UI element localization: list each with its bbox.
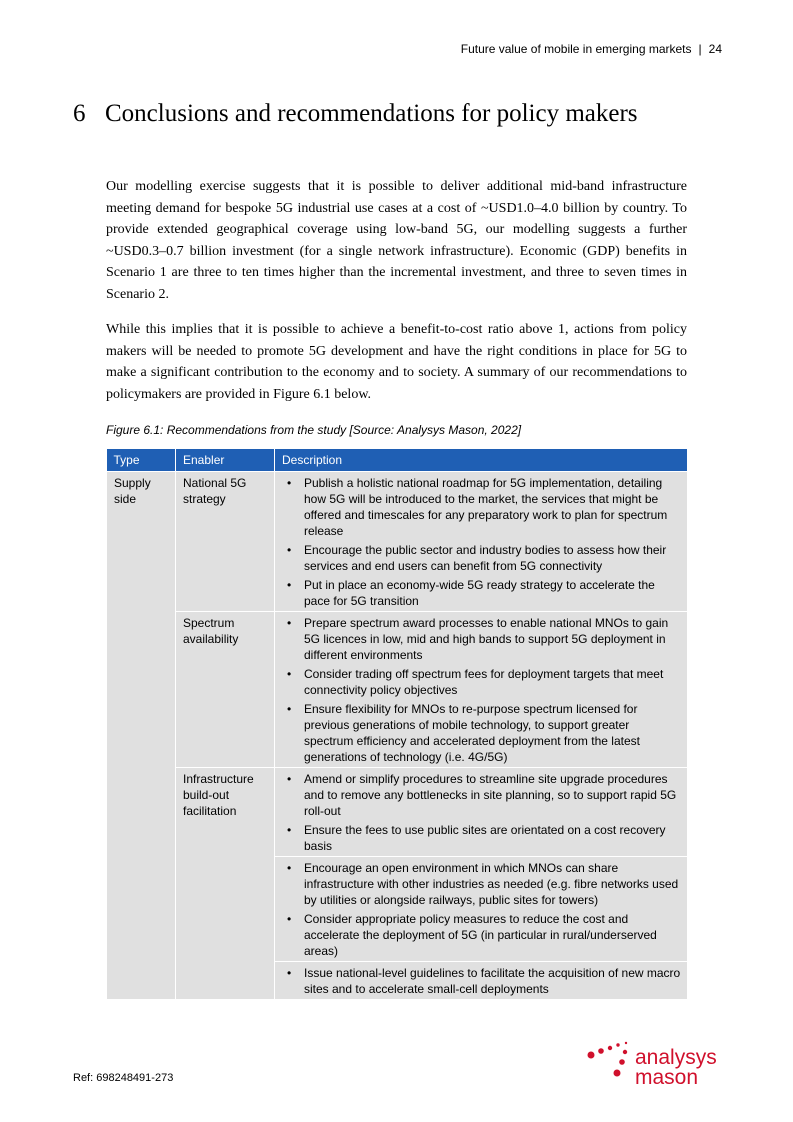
bullet-icon: • <box>287 667 292 681</box>
body-paragraph: While this implies that it is possible to achieve a benefit-to-cost ratio above 1, actions from policy makers will be needed to promote 5G development and have the right conditions in place for 5G to make a significant contribution to the economy and to society. A summary of our recommendations to policymakers are provided in Figure 6.1 below. <box>106 322 687 402</box>
analysys-mason-logo <box>585 1038 735 1088</box>
bullet-text: Consider appropriate policy measures to reduce the cost and accelerate the deployment of 5G (in particular in rural/underserved areas) <box>304 912 657 958</box>
bullet-icon: • <box>287 578 292 592</box>
body-paragraph: Our modelling exercise suggests that it is possible to deliver additional mid-band infrastructure meeting demand for bespoke 5G industrial use cases at a cost of ~USD1.0–4.0 billion by country. To provide extended geographical coverage using low-band 5G, our modelling suggests a further ~USD0.3–0.7 billion investment (for a single network infrastructure). Economic (GDP) benefits in Scenario 1 are three to ten times higher than the incremental investment, and three to seven times in Scenario 2. <box>106 179 687 302</box>
table-row <box>107 768 688 857</box>
column-header-enabler: Enabler <box>176 449 275 472</box>
bullet-text: Ensure flexibility for MNOs to re-purpose spectrum licensed for previous generations of mobile technology, to support greater spectrum efficiency and accelerated deployment from the latest generations of technology (i.e. 4G/5G) <box>304 702 640 764</box>
table-header-row <box>107 449 688 472</box>
bullet-icon: • <box>287 861 292 875</box>
logo-text-line2: mason <box>635 1066 699 1088</box>
bullet-text: Consider trading off spectrum fees for deployment targets that meet connectivity policy objectives <box>304 667 664 697</box>
description-cell <box>275 962 688 1000</box>
description-cell <box>275 472 688 612</box>
bullet-text: Prepare spectrum award processes to enable national MNOs to gain 5G licences in low, mid and high bands to support 5G deployment in different environments <box>304 616 669 662</box>
bullet-text: Ensure the fees to use public sites are orientated on a cost recovery basis <box>304 823 666 853</box>
bullet-item <box>281 475 681 539</box>
bullet-item <box>281 666 681 698</box>
bullet-item <box>281 771 681 819</box>
bullet-item <box>281 860 681 908</box>
description-cell <box>275 857 688 962</box>
bullet-icon: • <box>287 966 292 980</box>
enabler-cell: Spectrum availability <box>176 612 275 768</box>
running-header <box>461 42 722 56</box>
page-number: 24 <box>708 42 722 56</box>
bullet-text: Amend or simplify procedures to streamline site upgrade procedures and to remove any bottlenecks in site planning, so to support rapid 5G roll-out <box>304 772 677 818</box>
table-row <box>107 472 688 612</box>
enabler-cell: Infrastructure build-out facilitation <box>176 768 275 1000</box>
chapter-title-text: Conclusions and recommendations for policy makers <box>105 100 638 127</box>
bullet-list <box>281 860 681 959</box>
bullet-text: Encourage an open environment in which MNOs can share infrastructure with other industries as needed (e.g. fibre networks used by utilities or alongside railways, public sites for towers) <box>304 861 679 907</box>
bullet-icon: • <box>287 616 292 630</box>
bullet-item <box>281 701 681 765</box>
enabler-cell: National 5G strategy <box>176 472 275 612</box>
bullet-icon: • <box>287 772 292 786</box>
bullet-text: Encourage the public sector and industry bodies to assess how their services and end users can benefit from 5G connectivity <box>304 543 667 573</box>
column-header-description: Description <box>275 449 688 472</box>
description-cell <box>275 612 688 768</box>
bullet-item <box>281 822 681 854</box>
table-row <box>107 612 688 768</box>
header-title: Future value of mobile in emerging markets <box>460 42 692 56</box>
figure-caption: Figure 6.1: Recommendations from the study [Source: Analysys Mason, 2022] <box>106 423 522 437</box>
document-reference: Ref: 698248491-273 <box>73 1072 174 1084</box>
bullet-icon: • <box>287 912 292 926</box>
logo-text-line1: analysys <box>635 1046 717 1069</box>
logo-dots-icon <box>588 1042 628 1077</box>
header-separator: | <box>698 42 702 56</box>
chapter-number: 6 <box>73 100 86 127</box>
bullet-list <box>281 771 681 854</box>
bullet-icon: • <box>287 702 292 716</box>
bullet-list <box>281 475 681 609</box>
bullet-text: Put in place an economy-wide 5G ready strategy to accelerate the pace for 5G transition <box>304 578 655 608</box>
bullet-item <box>281 965 681 997</box>
bullet-item <box>281 577 681 609</box>
chapter-title <box>73 100 638 128</box>
bullet-icon: • <box>287 476 292 490</box>
column-header-type: Type <box>107 449 176 472</box>
bullet-list <box>281 615 681 765</box>
bullet-icon: • <box>287 543 292 557</box>
bullet-text: Issue national-level guidelines to facilitate the acquisition of new macro sites and to accelerate small-cell deployments <box>304 966 681 996</box>
bullet-item <box>281 542 681 574</box>
description-cell <box>275 768 688 857</box>
bullet-item <box>281 911 681 959</box>
type-cell: Supply side <box>107 472 176 1000</box>
bullet-icon: • <box>287 823 292 837</box>
bullet-list <box>281 965 681 997</box>
bullet-item <box>281 615 681 663</box>
bullet-text: Publish a holistic national roadmap for 5G implementation, detailing how 5G will be introduced to the market, the services that might be offered and timescales for any preparatory work to plan for spectrum release <box>304 476 668 538</box>
recommendations-table <box>106 449 688 1000</box>
